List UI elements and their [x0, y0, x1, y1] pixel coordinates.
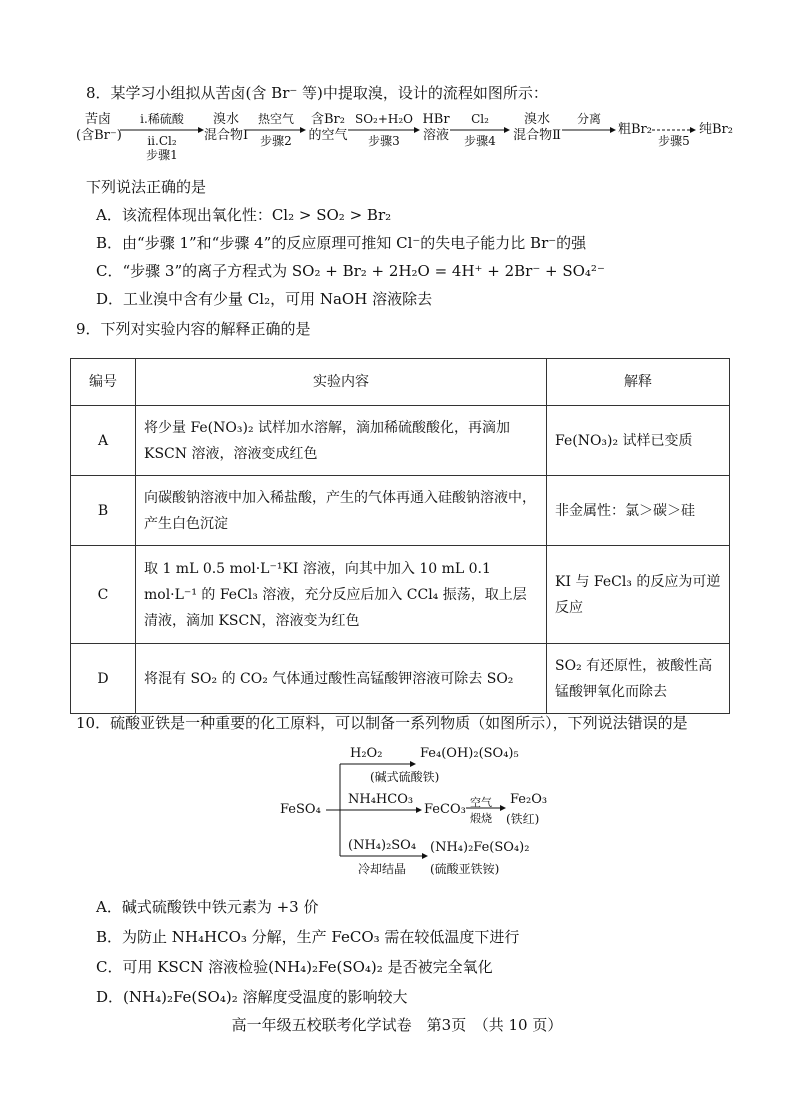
- scheme-b3-name: (硫酸亚铁铵): [430, 862, 500, 876]
- flow-node-air: 含Br₂ 的空气: [308, 112, 348, 143]
- flow-step3-bot: 步骤3: [368, 134, 400, 148]
- table-header-explain: 解释: [547, 359, 730, 406]
- scheme-b1-product: Fe₄(OH)₂(SO₄)₅: [420, 746, 519, 761]
- table-header-content: 实验内容: [136, 359, 547, 406]
- q10-scheme-diagram: [280, 742, 580, 878]
- q10-option-d: D．(NH₄)₂Fe(SO₄)₂ 溶解度受温度的影响较大: [96, 988, 408, 1006]
- q10-option-c: C．可用 KSCN 溶液检验(NH₄)₂Fe(SO₄)₂ 是否被完全氧化: [96, 958, 493, 976]
- flow-step2-bot: 步骤2: [260, 134, 292, 148]
- flow-node-brine: 苦卤 (含Br⁻): [76, 112, 122, 143]
- table-row: [71, 644, 730, 714]
- q8-option-c: C．“步骤 3”的离子方程式为 SO₂ + Br₂ + 2H₂O = 4H⁺ + 2Br⁻ + SO₄²⁻: [96, 262, 605, 280]
- q8-option-a: A．该流程体现出氧化性：Cl₂ > SO₂ > Br₂: [96, 206, 392, 224]
- scheme-b2-name: (铁红): [506, 812, 540, 826]
- scheme-b3-product: (NH₄)₂Fe(SO₄)₂: [430, 840, 530, 855]
- flow-node-hbr: HBr 溶液: [422, 112, 450, 143]
- scheme-b1-reagent: H₂O₂: [350, 746, 383, 761]
- q10-option-b: B．为防止 NH₄HCO₃ 分解，生产 FeCO₃ 需在较低温度下进行: [96, 928, 520, 946]
- table-header-id: 编号: [71, 359, 136, 406]
- row-content: 将混有 SO₂ 的 CO₂ 气体通过酸性高锰酸钾溶液可除去 SO₂: [136, 644, 547, 714]
- row-id: D: [71, 644, 136, 714]
- flow-step1-top: i.稀硫酸: [140, 112, 184, 126]
- row-explain: 非金属性：氯＞碳＞硅: [547, 476, 730, 546]
- scheme-start: FeSO₄: [280, 802, 321, 817]
- q9-table: [70, 358, 730, 714]
- scheme-b2-step-top: 空气: [470, 796, 492, 809]
- table-row: [71, 406, 730, 476]
- q8-option-b: B．由“步骤 1”和“步骤 4”的反应原理可推知 Cl⁻的失电子能力比 Br⁻的强: [96, 234, 587, 252]
- scheme-b3-cond: 冷却结晶: [358, 862, 407, 876]
- scheme-b2-product: FeCO₃: [424, 802, 466, 817]
- q8-option-d: D．工业溴中含有少量 Cl₂，可用 NaOH 溶液除去: [96, 290, 433, 308]
- flow-step2-top: 热空气: [257, 112, 294, 126]
- row-content: 向碳酸钠溶液中加入稀盐酸，产生的气体再通入硅酸钠溶液中，产生白色沉淀: [136, 476, 547, 546]
- row-id: B: [71, 476, 136, 546]
- flow-node-mix1: 溴水 混合物Ⅰ: [204, 112, 249, 143]
- row-content: 将少量 Fe(NO₃)₂ 试样加水溶解，滴加稀硫酸酸化，再滴加 KSCN 溶液，溶液变成红色: [136, 406, 547, 476]
- flow-step3-top: SO₂+H₂O: [354, 112, 414, 126]
- row-id: A: [71, 406, 136, 476]
- flow-node-crude: 粗Br₂: [618, 122, 652, 137]
- q9-stem: 9．下列对实验内容的解释正确的是: [76, 320, 311, 338]
- q8-ask: 下列说法正确的是: [86, 178, 207, 196]
- scheme-b2-reagent: NH₄HCO₃: [348, 792, 414, 807]
- scheme-b1-name: (碱式硫酸铁): [370, 770, 440, 784]
- flow-node-pure: 纯Br₂: [699, 122, 733, 137]
- q10-option-a: A．碱式硫酸铁中铁元素为 +3 价: [96, 898, 319, 916]
- row-content: 取 1 mL 0.5 mol·L⁻¹KI 溶液，向其中加入 10 mL 0.1 mol·L⁻¹ 的 FeCl₃ 溶液，充分反应后加入 CCl₄ 振荡，取上层清液，滴加 KSCN，溶液变为红色: [136, 546, 547, 644]
- table-row: [71, 476, 730, 546]
- flow-step4-top: Cl₂: [471, 112, 489, 126]
- row-explain: SO₂ 有还原性，被酸性高锰酸钾氧化而除去: [547, 644, 730, 714]
- q8-stem: 8．某学习小组拟从苦卤(含 Br⁻ 等)中提取溴，设计的流程如图所示：: [86, 84, 548, 102]
- table-row: [71, 546, 730, 644]
- flow-node-mix2: 溴水 混合物Ⅱ: [513, 112, 561, 143]
- flow-step1-bot: ii.Cl₂ 步骤1: [146, 134, 178, 162]
- row-explain: KI 与 FeCl₃ 的反应为可逆反应: [547, 546, 730, 644]
- flow-step5-bot: 步骤5: [658, 134, 690, 148]
- scheme-b2-step-bot: 煅烧: [470, 812, 492, 825]
- row-id: C: [71, 546, 136, 644]
- flow-separate-label: 分离: [576, 112, 601, 126]
- q10-stem: 10．硫酸亚铁是一种重要的化工原料，可以制备一系列物质（如图所示），下列说法错误的是: [76, 714, 688, 732]
- row-explain: Fe(NO₃)₂ 试样已变质: [547, 406, 730, 476]
- scheme-b2-final: Fe₂O₃: [510, 792, 548, 807]
- flow-step4-bot: 步骤4: [464, 134, 496, 148]
- scheme-b3-reagent: (NH₄)₂SO₄: [348, 838, 417, 853]
- q8-flow-diagram: [76, 104, 736, 166]
- page-footer: 高一年级五校联考化学试卷 第3页 （共 10 页）: [231, 1016, 563, 1034]
- table-header-row: [71, 359, 730, 406]
